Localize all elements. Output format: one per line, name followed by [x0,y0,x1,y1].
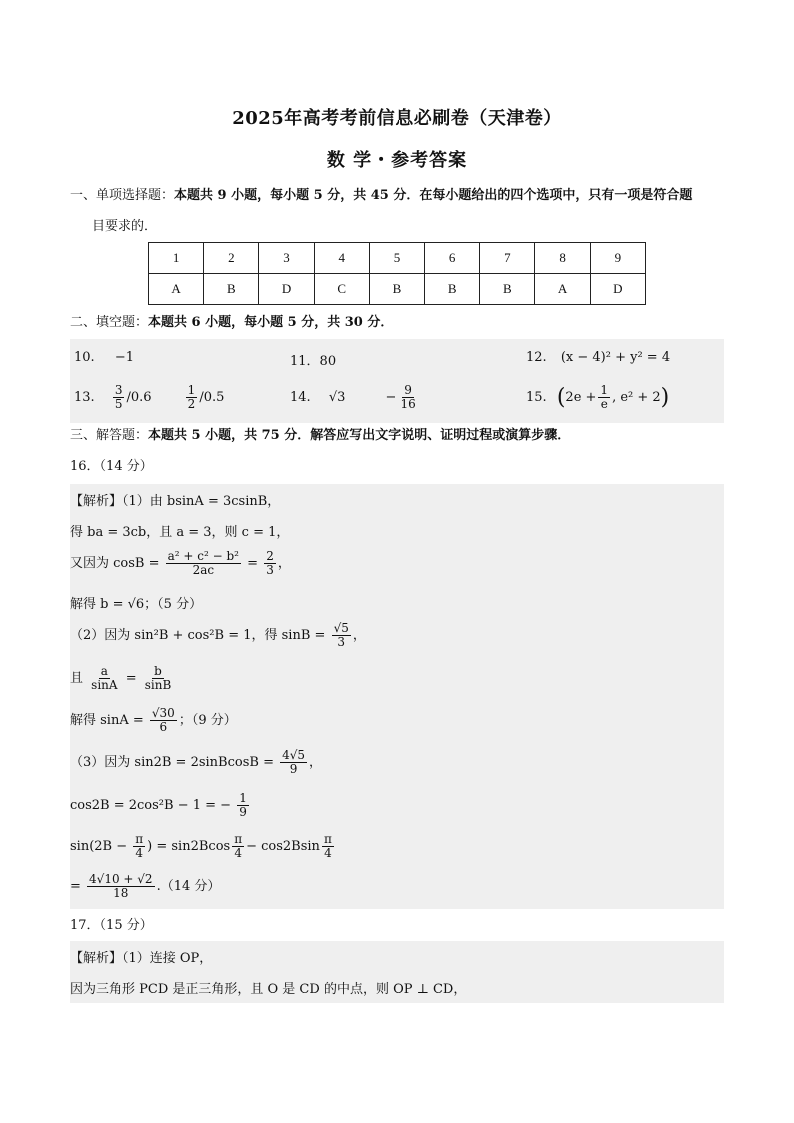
q15-close-paren: ) [660,385,670,410]
section3-heading-line [70,421,570,451]
q13-fraction-a-den: 5 [114,397,123,411]
q16-line-11-den: 18 [113,886,129,900]
q16-line-6-eq: = [125,671,137,686]
q16-line-3-num: a² + c² − b² [167,549,239,563]
answer-letter-cell: B [425,274,480,305]
q15-fraction-den: e [600,397,608,411]
answer-table-number-row [149,243,646,274]
q15-fraction [598,384,610,411]
q16-line-6-pre: 且 [70,671,84,686]
q17-line-1: 【解析】（1）连接 OP， [70,951,213,966]
section1-text2: 目要求的． [92,219,158,234]
q16-line-11-pre: = [70,879,81,894]
q16-line-10-den2: 4 [234,846,242,860]
q11-answer: 11．80 [290,354,337,369]
section1-heading-line [70,181,692,211]
q16-line-11-post: .（14 分） [156,879,221,894]
q13-fraction-b [186,384,198,411]
answer-letter-cell: A [149,274,204,305]
q16-line-3-eq: = [247,556,259,571]
q13-tail-a: /0.6 [126,390,152,405]
q16-line-6-fraction-2 [143,665,174,692]
answer-letter-cell: C [314,274,369,305]
q15-answer-post: , e² + 2 [612,390,661,405]
page-title: 2025年高考考前信息必刷卷（天津卷） [232,108,562,129]
q13-answer-line [74,384,224,411]
q16-line-5-fraction [332,622,351,649]
q16-line-3-den: 2ac [192,563,215,577]
q16-line-3-pre: 又因为 cosB = [70,556,160,571]
q16-line-8 [70,749,322,776]
q16-line-3-num2: 2 [266,549,274,563]
q16-line-10-den3: 4 [324,846,332,860]
section3-heading: 三、解答题： [70,428,149,443]
q16-line-10-pre: sin(2B − [70,839,128,854]
answer-number-cell: 9 [590,243,645,274]
q16-line-3-den2: 3 [266,563,274,577]
q16-line-10-fraction-1 [133,833,145,860]
answer-number-cell: 3 [259,243,314,274]
q16-line-10 [70,833,336,860]
answer-letter-cell: B [369,274,424,305]
q16-line-7-den: 6 [159,720,168,734]
q16-line-10-mid2: − cos2Bsin [246,839,320,854]
q16-line-10-den1: 4 [135,846,144,860]
q14-answer-line [290,384,420,411]
q16-line-10-mid: ) = sin2Bcos [147,839,231,854]
q16-line-5-num: √5 [333,621,349,635]
q16-line-5-pre: （2）因为 sin²B + cos²B = 1，得 sinB = [70,628,326,643]
q16-line-9-pre: cos2B = 2cos²B − 1 = − [70,798,232,813]
page-subtitle: 数 学・参考答案 [326,150,468,171]
section3-text: 本题共 5 小题，共 75 分．解答应写出文字说明、证明过程或演算步骤． [148,428,571,443]
q13-fraction-a-num: 3 [114,383,123,397]
q15-open-paren: ( [556,385,566,410]
q16-line-11-fraction [87,873,155,900]
answer-letter-cell: B [480,274,535,305]
section1-heading: 一、单项选择题： [70,188,175,203]
q16-line-9-num: 1 [239,791,247,805]
q16-line-6-den2: sinB [144,678,172,692]
q15-answer-line [526,384,669,411]
section2-text: 本题共 6 小题，每小题 5 分，共 30 分． [148,315,394,330]
answer-letter-cell: D [590,274,645,305]
q16-line-8-post: ， [309,755,323,770]
q16-line-10-num3: π [323,832,332,846]
q15-label: 15. [526,390,547,405]
q13-fraction-b-den: 2 [187,397,196,411]
answer-letter-cell: A [535,274,590,305]
q16-line-5-post: ， [352,628,366,643]
q16-line-9-den: 9 [239,805,247,819]
q17-label: 17．（15 分） [70,918,153,933]
q12-answer-line [526,350,670,365]
q16-line-10-num1: π [135,832,144,846]
q16-line-11-num: 4√10 + √2 [89,872,153,886]
q16-line-2: 得 ba = 3cb，且 a = 3，则 c = 1， [70,525,290,540]
answer-table-answer-row [149,274,646,305]
q16-line-7-num: √30 [151,706,175,720]
q12-label: 12. [526,350,547,365]
answer-table [148,242,646,305]
q16-line-10-fraction-3 [322,833,334,860]
q16-line-5-den: 3 [337,635,346,649]
q10-label: 10. [74,350,95,365]
q16-line-10-num2: π [234,832,243,846]
q10-answer: −1 [114,350,134,365]
q16-line-6-fraction-1 [89,665,119,692]
q13-tail-b: /0.5 [199,390,225,405]
answer-number-cell: 6 [425,243,480,274]
answer-number-cell: 5 [369,243,424,274]
q16-line-7 [70,707,237,734]
answer-letter-cell: B [204,274,259,305]
q12-answer: (x − 4)² + y² = 4 [560,350,671,365]
section2-heading-line [70,308,393,338]
q16-line-11 [70,873,220,900]
q14-fraction-b [398,384,417,411]
q16-line-3 [70,550,291,577]
q15-fraction-num: 1 [600,383,609,397]
q17-line-2: 因为三角形 PCD 是正三角形，且 O 是 CD 的中点，则 OP ⊥ CD， [70,982,467,997]
q16-line-7-post: ；（9 分） [178,713,237,728]
q16-line-8-num: 4√5 [282,748,306,762]
answer-number-cell: 8 [535,243,590,274]
q16-line-7-pre: 解得 sinA = [70,713,144,728]
q16-line-5 [70,622,366,649]
q14-sign: − [385,390,397,405]
q14-label: 14. [290,390,311,405]
q16-line-1: 【解析】（1）由 bsinA = 3csinB， [70,494,281,509]
q13-fraction-b-num: 1 [187,383,196,397]
q14-fraction-b-den: 16 [400,397,416,411]
q16-line-9-fraction [237,792,249,819]
section2-heading: 二、填空题： [70,315,149,330]
q14-answer-a: √3 [328,390,346,405]
q16-line-8-fraction [280,749,307,776]
q13-fraction-a [113,384,125,411]
q10-answer-line [74,350,134,365]
q16-line-8-den: 9 [289,762,298,776]
answer-number-cell: 4 [314,243,369,274]
q16-line-10-fraction-2 [232,833,244,860]
q16-line-8-pre: （3）因为 sin2B = 2sinBcosB = [70,755,274,770]
q14-fraction-b-num: 9 [404,383,412,397]
section1-text: 本题共 9 小题，每小题 5 分，共 45 分．在每小题给出的四个选项中，只有一项是符合题 [174,188,693,203]
q16-line-3-fraction-2 [264,550,276,577]
q16-line-6-num2: b [154,664,162,678]
q13-label: 13. [74,390,95,405]
answer-number-cell: 1 [149,243,204,274]
q16-line-6-num1: a [100,664,108,678]
q16-label: 16．（14 分） [70,459,153,474]
answer-letter-cell: D [259,274,314,305]
q16-line-6 [70,665,175,692]
q16-line-3-post: ， [277,556,291,571]
q16-line-6-den1: sinA [91,678,118,692]
q16-line-3-fraction [166,550,241,577]
answer-number-cell: 7 [480,243,535,274]
q16-line-9 [70,792,251,819]
q16-line-7-fraction [150,707,177,734]
q16-line-4: 解得 b = √6；（5 分） [70,597,203,612]
answer-number-cell: 2 [204,243,259,274]
q15-answer-pre: 2e + [565,390,597,405]
